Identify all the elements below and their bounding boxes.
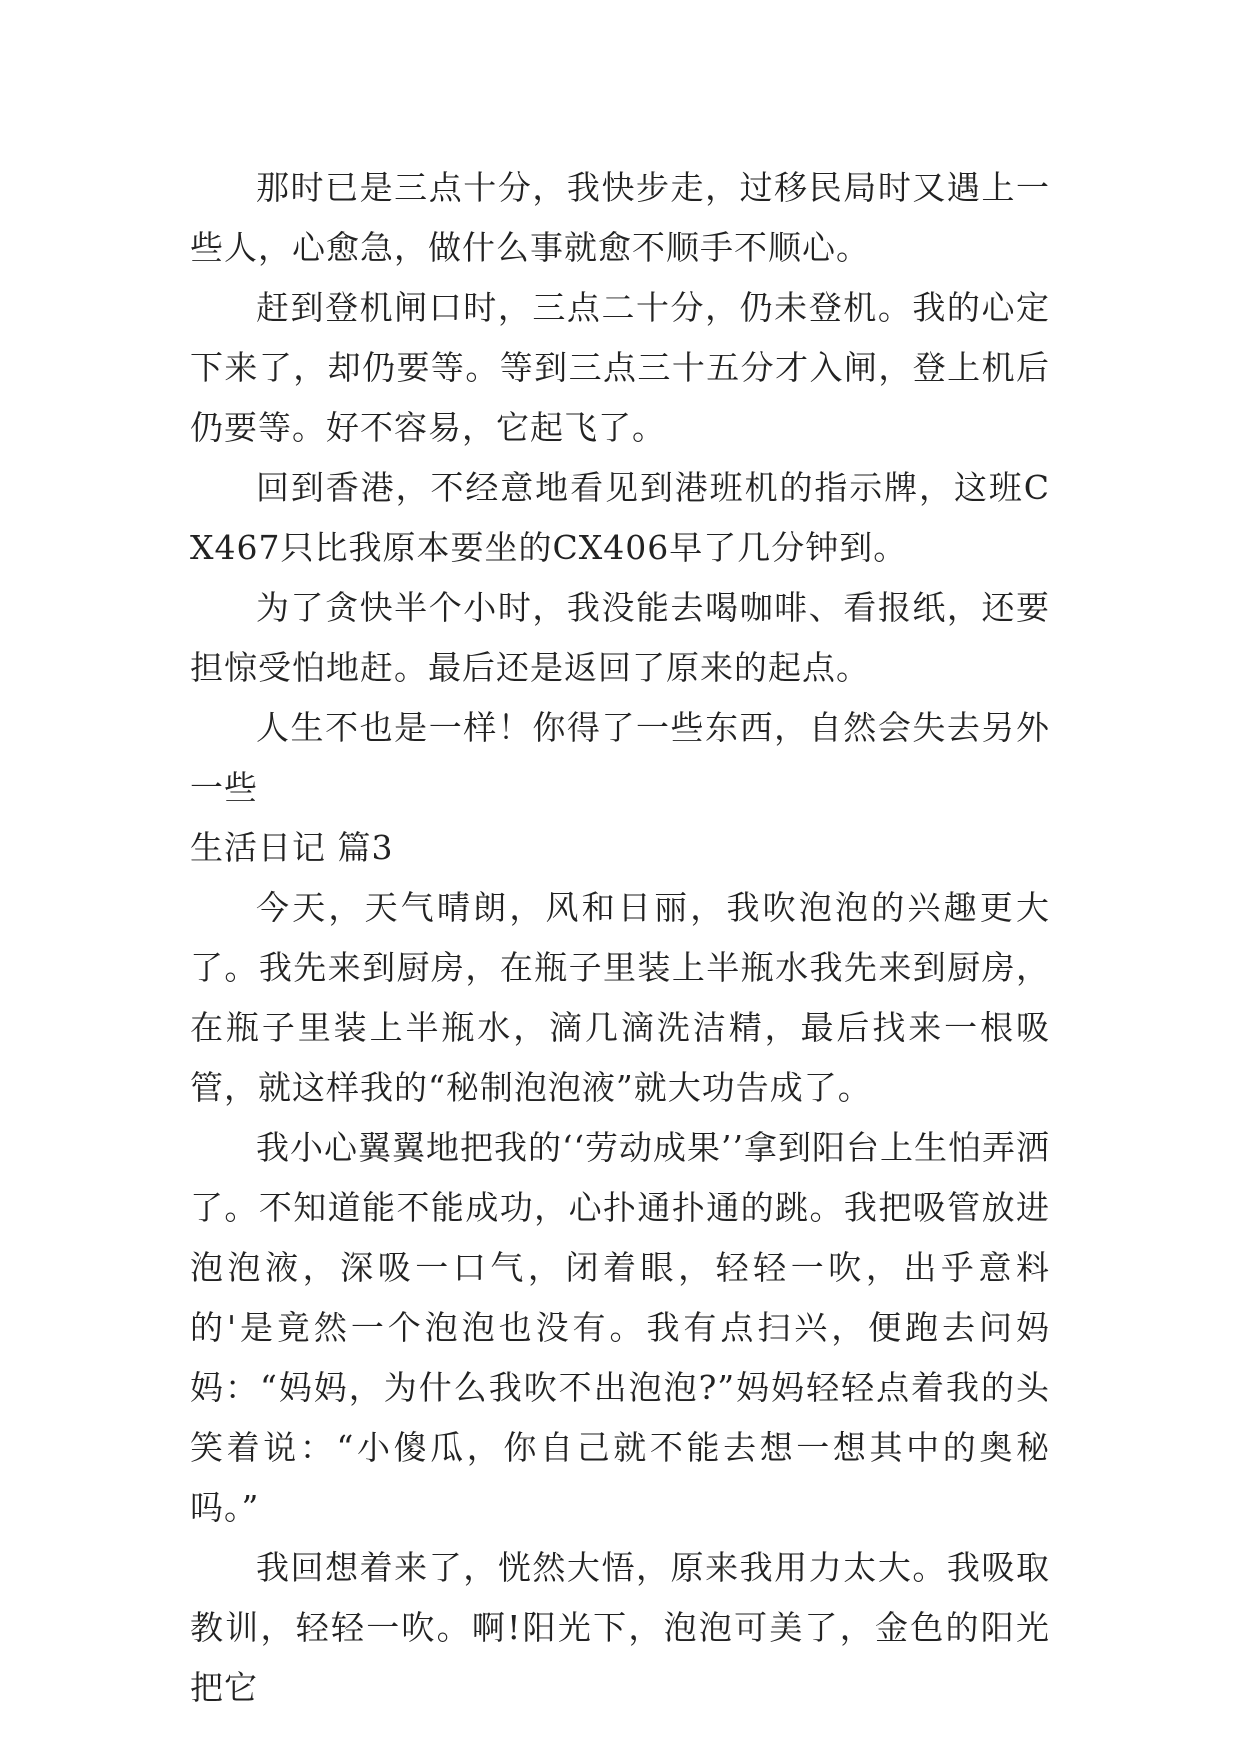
paragraph: 人生不也是一样！你得了一些东西，自然会失去另外一些	[190, 708, 1050, 807]
paragraph: 回到香港，不经意地看见到港班机的指示牌，这班CX467只比我原本要坐的CX406早了几分钟到。	[190, 468, 1050, 567]
paragraph: 那时已是三点十分，我快步走，过移民局时又遇上一些人，心愈急，做什么事就愈不顺手不顺心。	[190, 168, 1050, 267]
paragraph: 为了贪快半个小时，我没能去喝咖啡、看报纸，还要担惊受怕地赶。最后还是返回了原来的起点。	[190, 588, 1050, 687]
document-body	[190, 158, 1050, 1718]
section-heading: 生活日记 篇3	[190, 828, 394, 867]
paragraph: 我小心翼翼地把我的‘‘劳动成果’’拿到阳台上生怕弄洒了。不知道能不能成功，心扑通扑通的跳。我把吸管放进泡泡液，深吸一口气，闭着眼，轻轻一吹，出乎意料的'是竟然一个泡泡也没有。我有点扫兴，便跑去问妈妈：“妈妈，为什么我吹不出泡泡?”妈妈轻轻点着我的头笑着说：“小傻瓜，你自己就不能去想一想其中的奥秘吗。”	[190, 1128, 1050, 1527]
paragraph: 今天，天气晴朗，风和日丽，我吹泡泡的兴趣更大了。我先来到厨房，在瓶子里装上半瓶水我先来到厨房，在瓶子里装上半瓶水，滴几滴洗洁精，最后找来一根吸管，就这样我的“秘制泡泡液”就大功告成了。	[190, 888, 1050, 1107]
paragraph: 赶到登机闸口时，三点二十分，仍未登机。我的心定下来了，却仍要等。等到三点三十五分才入闸，登上机后仍要等。好不容易，它起飞了。	[190, 288, 1050, 447]
paragraph: 我回想着来了，恍然大悟，原来我用力太大。我吸取教训，轻轻一吹。啊!阳光下，泡泡可美了，金色的阳光把它	[190, 1548, 1050, 1707]
